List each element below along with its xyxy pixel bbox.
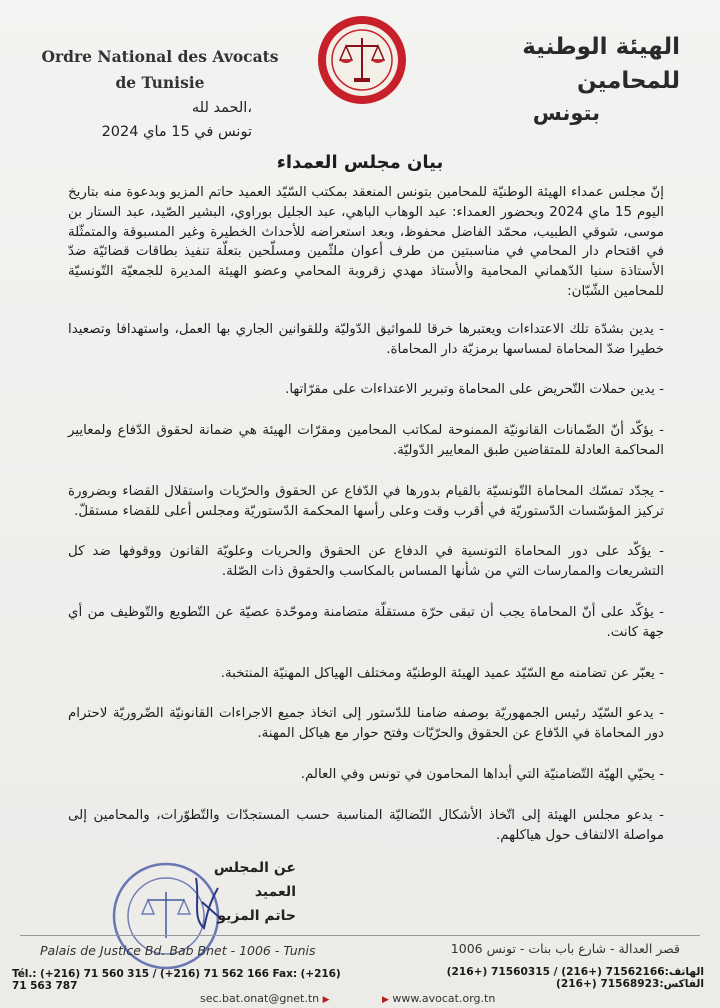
statement-item: - يدعو السّيّد رئيس الجمهوريّة بوصفه ضامنا للدّستور إلى اتخاذ جميع الاجراءات القانونيّة الضّروريّة لاحترام دور المحاماة في الدّفاع عن الحقوق والحرّيّات وفتح حوار مع هياكل المهنة. xyxy=(68,706,664,742)
bar-association-logo-icon xyxy=(316,14,408,106)
triangle-icon: ▶ xyxy=(382,995,389,1005)
org-name-arabic-line1: الهيئة الوطنية للمحامين xyxy=(522,34,680,94)
org-name-arabic xyxy=(440,30,680,128)
footer-phones-french: Tél.: (+216) 71 560 315 / (+216) 71 562 166 Fax: (+216) 71 563 787 xyxy=(12,968,341,992)
statement-item: - يدعو مجلس الهيئة إلى اتّخاذ الأشكال النّضاليّة المناسبة حسب المستجدّات والتّطوّرات، والمحامين إلى مواصلة الالتفاف حول هياكلهم. xyxy=(68,807,664,843)
signature-line2: العميد xyxy=(254,884,296,900)
signature-block xyxy=(156,856,296,928)
footer-address-french: Palais de Justice Bd. Bab Bnet - 1006 - Tunis xyxy=(40,943,316,958)
praise-line: الحمد لله، xyxy=(191,100,252,116)
org-name-french xyxy=(40,44,280,96)
org-name-french-line1: Ordre National des Avocats xyxy=(41,47,279,66)
date-block xyxy=(52,96,252,144)
footer-address-arabic: قصر العدالة - شارع باب بنات - تونس 1006 xyxy=(450,941,680,956)
org-name-french-line2: de Tunisie xyxy=(115,73,205,92)
org-name-arabic-line2: بتونس xyxy=(532,101,600,125)
intro-paragraph: إنّ مجلس عمداء الهيئة الوطنيّة للمحامين بتونس المنعقد بمكتب السّيّد العميد حاتم المزيو وبدعوة منه بتاريخ اليوم 15 ماي 2024 وبحضور العمداء: عبد الوهاب الباهي، عبد الجليل بوراوي، البشير الصّيد، عبد الستار بن موسى، شوقي الطبيب، محمّد الفاضل محفوظ، وبعد استعراضه للأحداث الخطيرة وغير المسبوقة والمتمثّلة في اقتحام دار المحامي في مناسبتين من طرف أعوان ملثّمين ومسلّحين بتعلّة تنفيذ بطاقات قضائيّة ضدّ الأستاذة سنيا الدّهماني المحامية والأستاذ مهدي زقروبة المحامي وعضو الهيئة المديرة للجمعيّة التّونسيّة للمحامين الشّبّان: xyxy=(68,185,664,299)
statement-item: - يدين بشدّة تلك الاعتداءات ويعتبرها خرقا للمواثيق الدّوليّة وللقوانين الجاري بها العمل، واستهدافا وتصعيدا خطيرا ضدّ المحاماة لمساسها برمزيّة دار المحاماة. xyxy=(68,321,664,357)
document-date: تونس في 15 ماي 2024 xyxy=(101,124,252,140)
statement-item: - يؤكّد على دور المحاماة التونسية في الدفاع عن الحقوق والحريات وعلويّة القانون ووقوفها ضد كل التشريعات والممارسات التي من شأنها المساس بالمكاسب والحقوق ذات الصّلة. xyxy=(68,544,664,580)
footer-website-text: www.avocat.org.tn xyxy=(392,992,496,1005)
footer-email xyxy=(200,992,330,1005)
statement-body xyxy=(68,183,664,866)
statement-item: - يدين حملات التّحريض على المحاماة وتبرير الاعتداءات على مقرّاتها. xyxy=(285,382,664,398)
footer-website xyxy=(382,992,495,1005)
triangle-icon: ▶ xyxy=(322,995,330,1005)
signature-line1: عن المجلس xyxy=(213,860,296,876)
footer-phones-arabic: الهاتف:71562166 (+216) / 71560315 (+216) الفاكس:71568923 (+216) xyxy=(446,966,704,990)
signature-name: حاتم المزيو xyxy=(217,908,296,924)
statement-item: - يؤكّد على أنّ المحاماة يجب أن تبقى حرّة مستقلّة متضامنة وموحّدة عصيّة عن التّطويع والتّوظيف من أي جهة كانت. xyxy=(68,604,664,640)
statement-item: - يؤكّد أنّ الضّمانات القانونيّة الممنوحة لمكاتب المحامين ومقرّات الهيئة هي ضمانة لحقوق الدّفاع ولمعايير المحاكمة العادلة للمتقاضين طبق المعايير الدّوليّة. xyxy=(68,423,664,458)
footer-divider xyxy=(20,935,700,936)
footer-email-text: sec.bat.onat@gnet.tn xyxy=(200,992,320,1005)
statement-item: - يحيّي الهيّة التّضامنيّة التي أبداها المحامون في تونس وفي العالم. xyxy=(300,766,664,782)
statement-item: - يجدّد تمسّك المحاماة التّونسيّة بالقيام بدورها في الدّفاع عن الحقوق والحرّيات واستقلال القضاء وبضرورة تركيز المؤسّسات الدّستوريّة في أقرب وقت وعلى رأسها المحكمة الدّستوريّة ومجلس أعلى للقضاء مستقلّ. xyxy=(68,483,664,519)
document-title: بيان مجلس العمداء xyxy=(276,152,444,173)
statement-item: - يعبّر عن تضامنه مع السّيّد عميد الهيئة الوطنيّة ومختلف الهياكل المهنيّة المنتخبة. xyxy=(220,665,664,681)
